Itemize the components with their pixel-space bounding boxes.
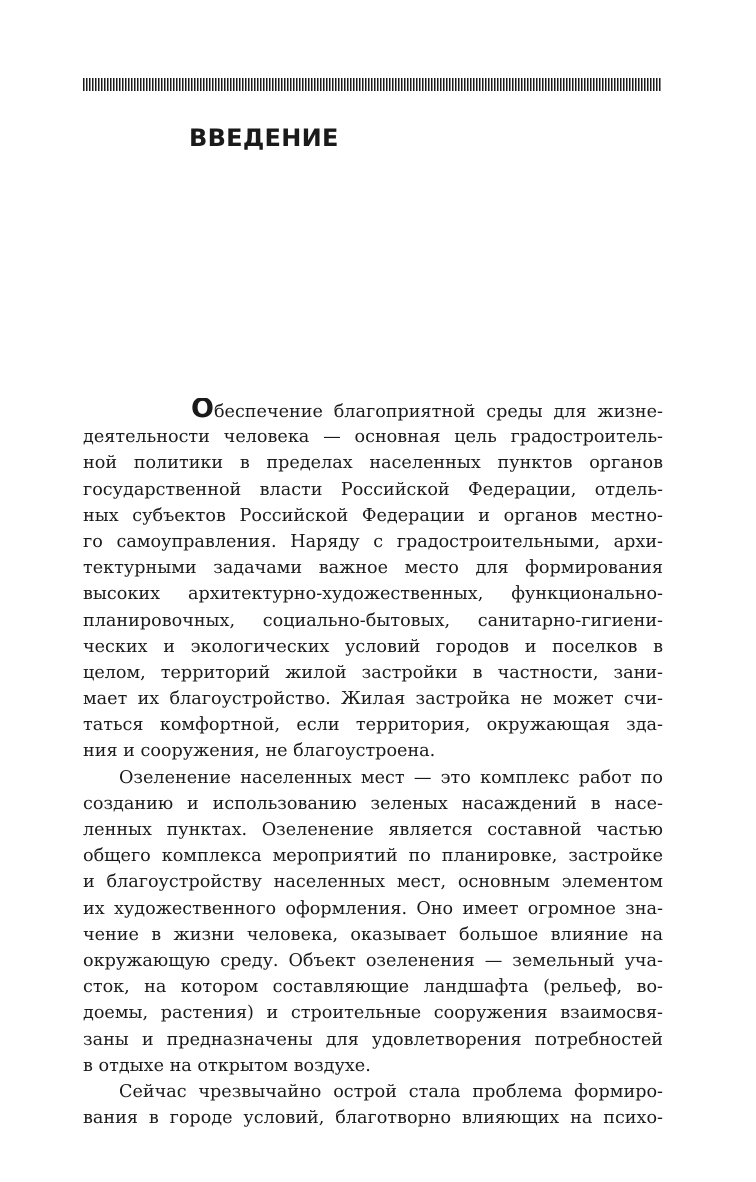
text-line: деятельности человека — основная цель градостроитель- [83,427,663,448]
text-line: ной политики в пределах населенных пунктов органов [83,453,663,474]
text-line: Обеспечение благоприятной среды для жизне- [83,398,663,424]
text-line: заны и предназначены для удовлетворения потребностей [83,1029,663,1050]
body-text [83,398,663,1131]
text-line: ных субъектов Российской Федерации и органов местно- [83,505,663,526]
header-rule [83,78,662,91]
paragraph-2 [83,765,663,1079]
text-line: мает их благоустройство. Жилая застройка не может счи- [83,689,663,710]
text-line: сток, на котором составляющие ландшафта (рельеф, во- [83,977,663,998]
text-line: ленных пунктах. Озеленение является составной частью [83,820,663,840]
text-line: высоких архитектурно-художественных, функционально- [83,584,663,605]
text-line: государственной власти Российской Федерации, отдель- [83,479,663,500]
text-line: в отдыхе на открытом воздухе. [83,1055,371,1076]
text-line: окружающую среду. Объект озеленения — земельный уча- [83,950,663,971]
text-line: общего комплекса мероприятий по планировке, застройке [83,846,663,867]
paragraph-1 [83,398,663,765]
text-line: вания в городе условий, благотворно влияющих на психо- [83,1108,663,1129]
chapter-title: ВВЕДЕНИЕ [189,124,339,152]
drop-cap: О [191,398,214,424]
text-line: их художественного оформления. Оно имеет огромное зна- [83,898,663,919]
text-line: целом, территорий жилой застройки в частности, зани- [83,662,663,683]
text-line: планировочных, социально-бытовых, санитарно-гигиени- [83,610,663,631]
text-line: и благоустройству населенных мест, основным элементом [83,872,663,893]
text-line: доемы, растения) и строительные сооружения взаимосвя- [83,1003,663,1024]
text-line: ческих и экологических условий городов и поселков в [83,636,663,657]
text-line: созданию и использованию зеленых насаждений в насе- [83,793,663,814]
text-line: тектурными задачами важное место для формирования [83,558,663,579]
text-line: чение в жизни человека, оказывает большое влияние на [83,924,663,945]
text-line: ния и сооружения, не благоустроена. [83,741,436,762]
text-line: таться комфортной, если территория, окружающая зда- [83,715,663,736]
text-line: го самоуправления. Наряду с градостроительными, архи- [83,531,663,552]
text-line: Озеленение населенных мест — это комплекс работ по [119,767,663,788]
paragraph-3 [83,1079,663,1131]
text-line: Сейчас чрезвычайно острой стала проблема формиро- [119,1081,663,1102]
